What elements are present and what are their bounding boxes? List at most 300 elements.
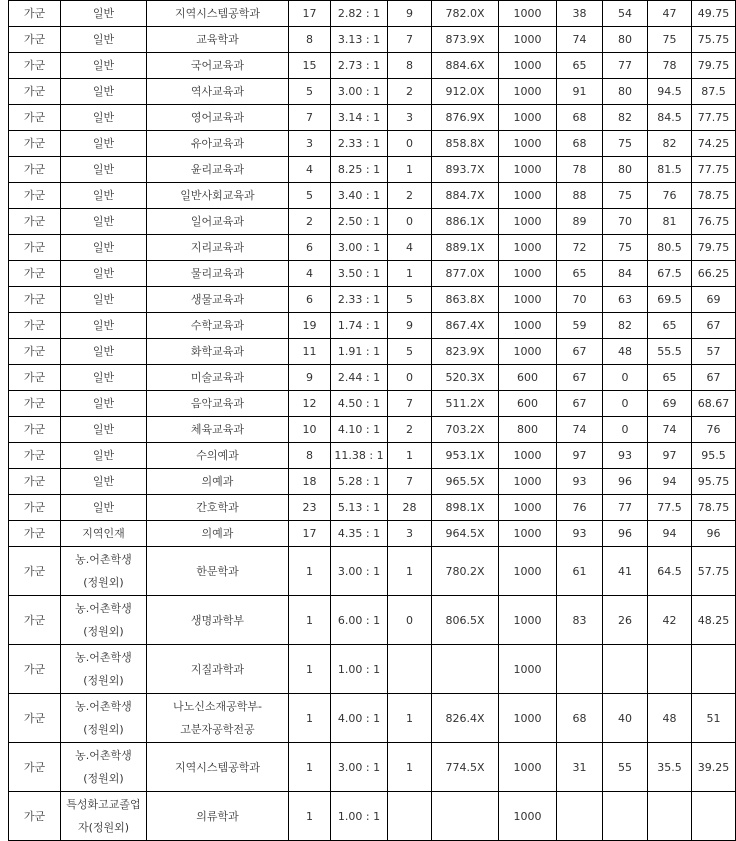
type-cell: 일반 <box>61 391 147 417</box>
score-3-cell: 47 <box>648 1 692 27</box>
ratio-cell: 1.74 : 1 <box>331 313 388 339</box>
full-score-cell: 1000 <box>499 287 557 313</box>
table-row <box>9 53 736 79</box>
score-4-cell: 39.25 <box>692 743 736 792</box>
score-3-cell: 77.5 <box>648 495 692 521</box>
full-score-cell: 1000 <box>499 209 557 235</box>
ratio-cell: 3.14 : 1 <box>331 105 388 131</box>
score-cell: 964.5X <box>432 521 499 547</box>
score-cell: 511.2X <box>432 391 499 417</box>
table-row <box>9 183 736 209</box>
quota-cell: 6 <box>289 287 331 313</box>
group-cell: 가군 <box>9 417 61 443</box>
quota-cell: 6 <box>289 235 331 261</box>
table-row <box>9 743 736 792</box>
department-cell: 음악교육과 <box>147 391 289 417</box>
score-3-cell <box>648 792 692 841</box>
group-cell: 가군 <box>9 792 61 841</box>
quota-cell: 1 <box>289 596 331 645</box>
ratio-cell: 8.25 : 1 <box>331 157 388 183</box>
table-row <box>9 417 736 443</box>
quota-cell: 1 <box>289 547 331 596</box>
type-cell: 농.어촌학생(정원외) <box>61 694 147 743</box>
score-2-cell: 82 <box>603 313 648 339</box>
department-cell: 수의예과 <box>147 443 289 469</box>
rank-cell: 5 <box>388 287 432 313</box>
quota-cell: 19 <box>289 313 331 339</box>
rank-cell: 1 <box>388 443 432 469</box>
score-4-cell: 57.75 <box>692 547 736 596</box>
ratio-cell: 4.00 : 1 <box>331 694 388 743</box>
score-1-cell: 67 <box>557 365 603 391</box>
group-cell: 가군 <box>9 1 61 27</box>
score-2-cell: 77 <box>603 53 648 79</box>
quota-cell: 1 <box>289 743 331 792</box>
score-3-cell: 48 <box>648 694 692 743</box>
score-3-cell <box>648 645 692 694</box>
score-4-cell: 51 <box>692 694 736 743</box>
table-row <box>9 79 736 105</box>
score-3-cell: 82 <box>648 131 692 157</box>
ratio-cell: 3.00 : 1 <box>331 547 388 596</box>
score-2-cell: 80 <box>603 157 648 183</box>
score-4-cell: 74.25 <box>692 131 736 157</box>
group-cell: 가군 <box>9 443 61 469</box>
score-3-cell: 35.5 <box>648 743 692 792</box>
rank-cell <box>388 645 432 694</box>
score-cell: 898.1X <box>432 495 499 521</box>
score-2-cell: 96 <box>603 521 648 547</box>
rank-cell: 8 <box>388 53 432 79</box>
ratio-cell: 2.82 : 1 <box>331 1 388 27</box>
score-cell <box>432 645 499 694</box>
rank-cell: 9 <box>388 1 432 27</box>
department-cell: 화학교육과 <box>147 339 289 365</box>
type-cell: 일반 <box>61 27 147 53</box>
table-body <box>9 1 736 841</box>
quota-cell: 18 <box>289 469 331 495</box>
score-3-cell: 65 <box>648 313 692 339</box>
score-3-cell: 81.5 <box>648 157 692 183</box>
score-4-cell: 77.75 <box>692 157 736 183</box>
department-cell: 일어교육과 <box>147 209 289 235</box>
score-cell: 893.7X <box>432 157 499 183</box>
group-cell: 가군 <box>9 27 61 53</box>
table-row <box>9 547 736 596</box>
score-3-cell: 69.5 <box>648 287 692 313</box>
rank-cell: 0 <box>388 365 432 391</box>
score-3-cell: 65 <box>648 365 692 391</box>
score-cell: 873.9X <box>432 27 499 53</box>
quota-cell: 1 <box>289 645 331 694</box>
ratio-cell: 2.73 : 1 <box>331 53 388 79</box>
score-4-cell <box>692 792 736 841</box>
full-score-cell: 1000 <box>499 131 557 157</box>
rank-cell: 9 <box>388 313 432 339</box>
score-2-cell: 75 <box>603 131 648 157</box>
type-cell: 일반 <box>61 365 147 391</box>
group-cell: 가군 <box>9 645 61 694</box>
full-score-cell: 1000 <box>499 27 557 53</box>
quota-cell: 12 <box>289 391 331 417</box>
rank-cell: 7 <box>388 391 432 417</box>
full-score-cell: 1000 <box>499 443 557 469</box>
score-3-cell: 94.5 <box>648 79 692 105</box>
table-row <box>9 694 736 743</box>
score-4-cell: 75.75 <box>692 27 736 53</box>
score-3-cell: 69 <box>648 391 692 417</box>
score-4-cell: 77.75 <box>692 105 736 131</box>
department-cell: 지역시스템공학과 <box>147 743 289 792</box>
group-cell: 가군 <box>9 521 61 547</box>
rank-cell: 2 <box>388 417 432 443</box>
score-1-cell: 68 <box>557 105 603 131</box>
group-cell: 가군 <box>9 183 61 209</box>
score-1-cell: 76 <box>557 495 603 521</box>
table-row <box>9 287 736 313</box>
quota-cell: 1 <box>289 792 331 841</box>
score-cell: 965.5X <box>432 469 499 495</box>
score-1-cell: 93 <box>557 521 603 547</box>
score-2-cell <box>603 792 648 841</box>
table-row <box>9 792 736 841</box>
full-score-cell: 1000 <box>499 261 557 287</box>
ratio-cell: 2.33 : 1 <box>331 131 388 157</box>
rank-cell: 0 <box>388 596 432 645</box>
score-4-cell: 95.75 <box>692 469 736 495</box>
score-3-cell: 97 <box>648 443 692 469</box>
department-cell: 생명과학부 <box>147 596 289 645</box>
full-score-cell: 1000 <box>499 79 557 105</box>
score-cell: 867.4X <box>432 313 499 339</box>
rank-cell: 1 <box>388 261 432 287</box>
ratio-cell: 3.50 : 1 <box>331 261 388 287</box>
score-2-cell: 48 <box>603 339 648 365</box>
ratio-cell: 3.00 : 1 <box>331 79 388 105</box>
rank-cell: 0 <box>388 131 432 157</box>
score-2-cell: 80 <box>603 79 648 105</box>
admission-results-table <box>8 0 736 841</box>
ratio-cell: 2.33 : 1 <box>331 287 388 313</box>
rank-cell: 2 <box>388 79 432 105</box>
score-1-cell: 97 <box>557 443 603 469</box>
score-3-cell: 80.5 <box>648 235 692 261</box>
full-score-cell: 800 <box>499 417 557 443</box>
full-score-cell: 1000 <box>499 183 557 209</box>
score-cell: 886.1X <box>432 209 499 235</box>
rank-cell <box>388 792 432 841</box>
table-row <box>9 495 736 521</box>
group-cell: 가군 <box>9 339 61 365</box>
type-cell: 지역인재 <box>61 521 147 547</box>
table-row <box>9 339 736 365</box>
score-cell: 889.1X <box>432 235 499 261</box>
type-cell: 일반 <box>61 209 147 235</box>
score-4-cell: 87.5 <box>692 79 736 105</box>
type-cell: 일반 <box>61 53 147 79</box>
score-4-cell: 67 <box>692 365 736 391</box>
rank-cell: 5 <box>388 339 432 365</box>
table-row <box>9 105 736 131</box>
score-2-cell: 0 <box>603 365 648 391</box>
score-cell: 953.1X <box>432 443 499 469</box>
department-cell: 물리교육과 <box>147 261 289 287</box>
ratio-cell: 3.00 : 1 <box>331 235 388 261</box>
full-score-cell: 600 <box>499 365 557 391</box>
quota-cell: 9 <box>289 365 331 391</box>
score-1-cell <box>557 792 603 841</box>
score-cell: 780.2X <box>432 547 499 596</box>
department-cell: 지질과학과 <box>147 645 289 694</box>
score-2-cell: 82 <box>603 105 648 131</box>
full-score-cell: 1000 <box>499 53 557 79</box>
score-1-cell: 72 <box>557 235 603 261</box>
score-4-cell: 68.67 <box>692 391 736 417</box>
type-cell: 농.어촌학생(정원외) <box>61 596 147 645</box>
department-cell: 유아교육과 <box>147 131 289 157</box>
table-row <box>9 365 736 391</box>
table-row <box>9 443 736 469</box>
score-2-cell: 96 <box>603 469 648 495</box>
score-2-cell: 70 <box>603 209 648 235</box>
ratio-cell: 2.50 : 1 <box>331 209 388 235</box>
full-score-cell: 1000 <box>499 792 557 841</box>
ratio-cell: 3.00 : 1 <box>331 743 388 792</box>
table-row <box>9 521 736 547</box>
score-4-cell: 76 <box>692 417 736 443</box>
table-row <box>9 261 736 287</box>
score-3-cell: 75 <box>648 27 692 53</box>
full-score-cell: 1000 <box>499 1 557 27</box>
score-cell: 884.7X <box>432 183 499 209</box>
ratio-cell: 4.50 : 1 <box>331 391 388 417</box>
score-1-cell: 88 <box>557 183 603 209</box>
score-cell: 876.9X <box>432 105 499 131</box>
score-cell: 912.0X <box>432 79 499 105</box>
score-1-cell: 65 <box>557 53 603 79</box>
type-cell: 농.어촌학생(정원외) <box>61 743 147 792</box>
table-row <box>9 157 736 183</box>
group-cell: 가군 <box>9 743 61 792</box>
ratio-cell: 5.28 : 1 <box>331 469 388 495</box>
score-3-cell: 64.5 <box>648 547 692 596</box>
score-3-cell: 76 <box>648 183 692 209</box>
ratio-cell: 2.44 : 1 <box>331 365 388 391</box>
department-cell: 한문학과 <box>147 547 289 596</box>
score-1-cell: 83 <box>557 596 603 645</box>
quota-cell: 17 <box>289 521 331 547</box>
score-cell: 884.6X <box>432 53 499 79</box>
score-cell: 877.0X <box>432 261 499 287</box>
quota-cell: 17 <box>289 1 331 27</box>
score-2-cell: 93 <box>603 443 648 469</box>
score-1-cell: 61 <box>557 547 603 596</box>
table-row <box>9 27 736 53</box>
quota-cell: 23 <box>289 495 331 521</box>
score-4-cell: 67 <box>692 313 736 339</box>
score-cell: 806.5X <box>432 596 499 645</box>
type-cell: 일반 <box>61 1 147 27</box>
score-3-cell: 84.5 <box>648 105 692 131</box>
type-cell: 일반 <box>61 313 147 339</box>
type-cell: 일반 <box>61 183 147 209</box>
score-cell: 858.8X <box>432 131 499 157</box>
full-score-cell: 1000 <box>499 235 557 261</box>
quota-cell: 5 <box>289 183 331 209</box>
department-cell: 의류학과 <box>147 792 289 841</box>
table-row <box>9 391 736 417</box>
type-cell: 일반 <box>61 417 147 443</box>
quota-cell: 7 <box>289 105 331 131</box>
full-score-cell: 1000 <box>499 645 557 694</box>
score-cell: 863.8X <box>432 287 499 313</box>
score-2-cell: 75 <box>603 235 648 261</box>
full-score-cell: 1000 <box>499 339 557 365</box>
score-1-cell: 67 <box>557 339 603 365</box>
group-cell: 가군 <box>9 313 61 339</box>
score-4-cell <box>692 645 736 694</box>
ratio-cell: 5.13 : 1 <box>331 495 388 521</box>
rank-cell: 3 <box>388 521 432 547</box>
table-row <box>9 469 736 495</box>
score-2-cell: 77 <box>603 495 648 521</box>
rank-cell: 0 <box>388 209 432 235</box>
rank-cell: 2 <box>388 183 432 209</box>
department-cell: 지역시스템공학과 <box>147 1 289 27</box>
table-row <box>9 645 736 694</box>
score-4-cell: 96 <box>692 521 736 547</box>
score-1-cell: 65 <box>557 261 603 287</box>
score-4-cell: 66.25 <box>692 261 736 287</box>
score-1-cell: 74 <box>557 27 603 53</box>
score-1-cell: 38 <box>557 1 603 27</box>
score-2-cell: 63 <box>603 287 648 313</box>
score-2-cell: 26 <box>603 596 648 645</box>
department-cell: 나노신소재공학부-고분자공학전공 <box>147 694 289 743</box>
table-row <box>9 1 736 27</box>
quota-cell: 15 <box>289 53 331 79</box>
department-cell: 체육교육과 <box>147 417 289 443</box>
score-2-cell <box>603 645 648 694</box>
score-4-cell: 76.75 <box>692 209 736 235</box>
full-score-cell: 1000 <box>499 469 557 495</box>
score-2-cell: 84 <box>603 261 648 287</box>
group-cell: 가군 <box>9 79 61 105</box>
score-1-cell: 31 <box>557 743 603 792</box>
score-2-cell: 80 <box>603 27 648 53</box>
department-cell: 윤리교육과 <box>147 157 289 183</box>
quota-cell: 2 <box>289 209 331 235</box>
full-score-cell: 600 <box>499 391 557 417</box>
ratio-cell: 1.00 : 1 <box>331 645 388 694</box>
score-3-cell: 42 <box>648 596 692 645</box>
group-cell: 가군 <box>9 694 61 743</box>
ratio-cell: 1.00 : 1 <box>331 792 388 841</box>
group-cell: 가군 <box>9 469 61 495</box>
score-4-cell: 79.75 <box>692 235 736 261</box>
department-cell: 간호학과 <box>147 495 289 521</box>
type-cell: 농.어촌학생(정원외) <box>61 645 147 694</box>
ratio-cell: 1.91 : 1 <box>331 339 388 365</box>
type-cell: 일반 <box>61 131 147 157</box>
quota-cell: 8 <box>289 27 331 53</box>
full-score-cell: 1000 <box>499 694 557 743</box>
score-4-cell: 79.75 <box>692 53 736 79</box>
score-1-cell: 78 <box>557 157 603 183</box>
rank-cell: 1 <box>388 547 432 596</box>
group-cell: 가군 <box>9 261 61 287</box>
score-1-cell: 93 <box>557 469 603 495</box>
score-3-cell: 74 <box>648 417 692 443</box>
group-cell: 가군 <box>9 596 61 645</box>
score-3-cell: 81 <box>648 209 692 235</box>
score-1-cell: 89 <box>557 209 603 235</box>
score-1-cell: 68 <box>557 694 603 743</box>
type-cell: 일반 <box>61 79 147 105</box>
score-4-cell: 78.75 <box>692 495 736 521</box>
score-cell: 520.3X <box>432 365 499 391</box>
ratio-cell: 3.40 : 1 <box>331 183 388 209</box>
table-row <box>9 313 736 339</box>
rank-cell: 1 <box>388 157 432 183</box>
department-cell: 지리교육과 <box>147 235 289 261</box>
score-2-cell: 54 <box>603 1 648 27</box>
group-cell: 가군 <box>9 365 61 391</box>
score-3-cell: 94 <box>648 521 692 547</box>
department-cell: 영어교육과 <box>147 105 289 131</box>
group-cell: 가군 <box>9 209 61 235</box>
score-cell: 774.5X <box>432 743 499 792</box>
score-2-cell: 55 <box>603 743 648 792</box>
quota-cell: 5 <box>289 79 331 105</box>
quota-cell: 11 <box>289 339 331 365</box>
quota-cell: 1 <box>289 694 331 743</box>
department-cell: 미술교육과 <box>147 365 289 391</box>
rank-cell: 4 <box>388 235 432 261</box>
type-cell: 일반 <box>61 287 147 313</box>
department-cell: 의예과 <box>147 521 289 547</box>
group-cell: 가군 <box>9 131 61 157</box>
table-row <box>9 596 736 645</box>
rank-cell: 7 <box>388 469 432 495</box>
group-cell: 가군 <box>9 105 61 131</box>
type-cell: 농.어촌학생(정원외) <box>61 547 147 596</box>
score-4-cell: 48.25 <box>692 596 736 645</box>
score-cell: 703.2X <box>432 417 499 443</box>
type-cell: 일반 <box>61 339 147 365</box>
score-2-cell: 75 <box>603 183 648 209</box>
department-cell: 국어교육과 <box>147 53 289 79</box>
group-cell: 가군 <box>9 495 61 521</box>
type-cell: 특성화고교졸업자(정원외) <box>61 792 147 841</box>
score-cell: 782.0X <box>432 1 499 27</box>
score-3-cell: 55.5 <box>648 339 692 365</box>
score-4-cell: 69 <box>692 287 736 313</box>
quota-cell: 8 <box>289 443 331 469</box>
rank-cell: 3 <box>388 105 432 131</box>
department-cell: 역사교육과 <box>147 79 289 105</box>
quota-cell: 4 <box>289 261 331 287</box>
score-2-cell: 0 <box>603 391 648 417</box>
quota-cell: 3 <box>289 131 331 157</box>
group-cell: 가군 <box>9 547 61 596</box>
ratio-cell: 3.13 : 1 <box>331 27 388 53</box>
ratio-cell: 4.10 : 1 <box>331 417 388 443</box>
type-cell: 일반 <box>61 495 147 521</box>
table-row <box>9 235 736 261</box>
score-1-cell: 74 <box>557 417 603 443</box>
quota-cell: 4 <box>289 157 331 183</box>
